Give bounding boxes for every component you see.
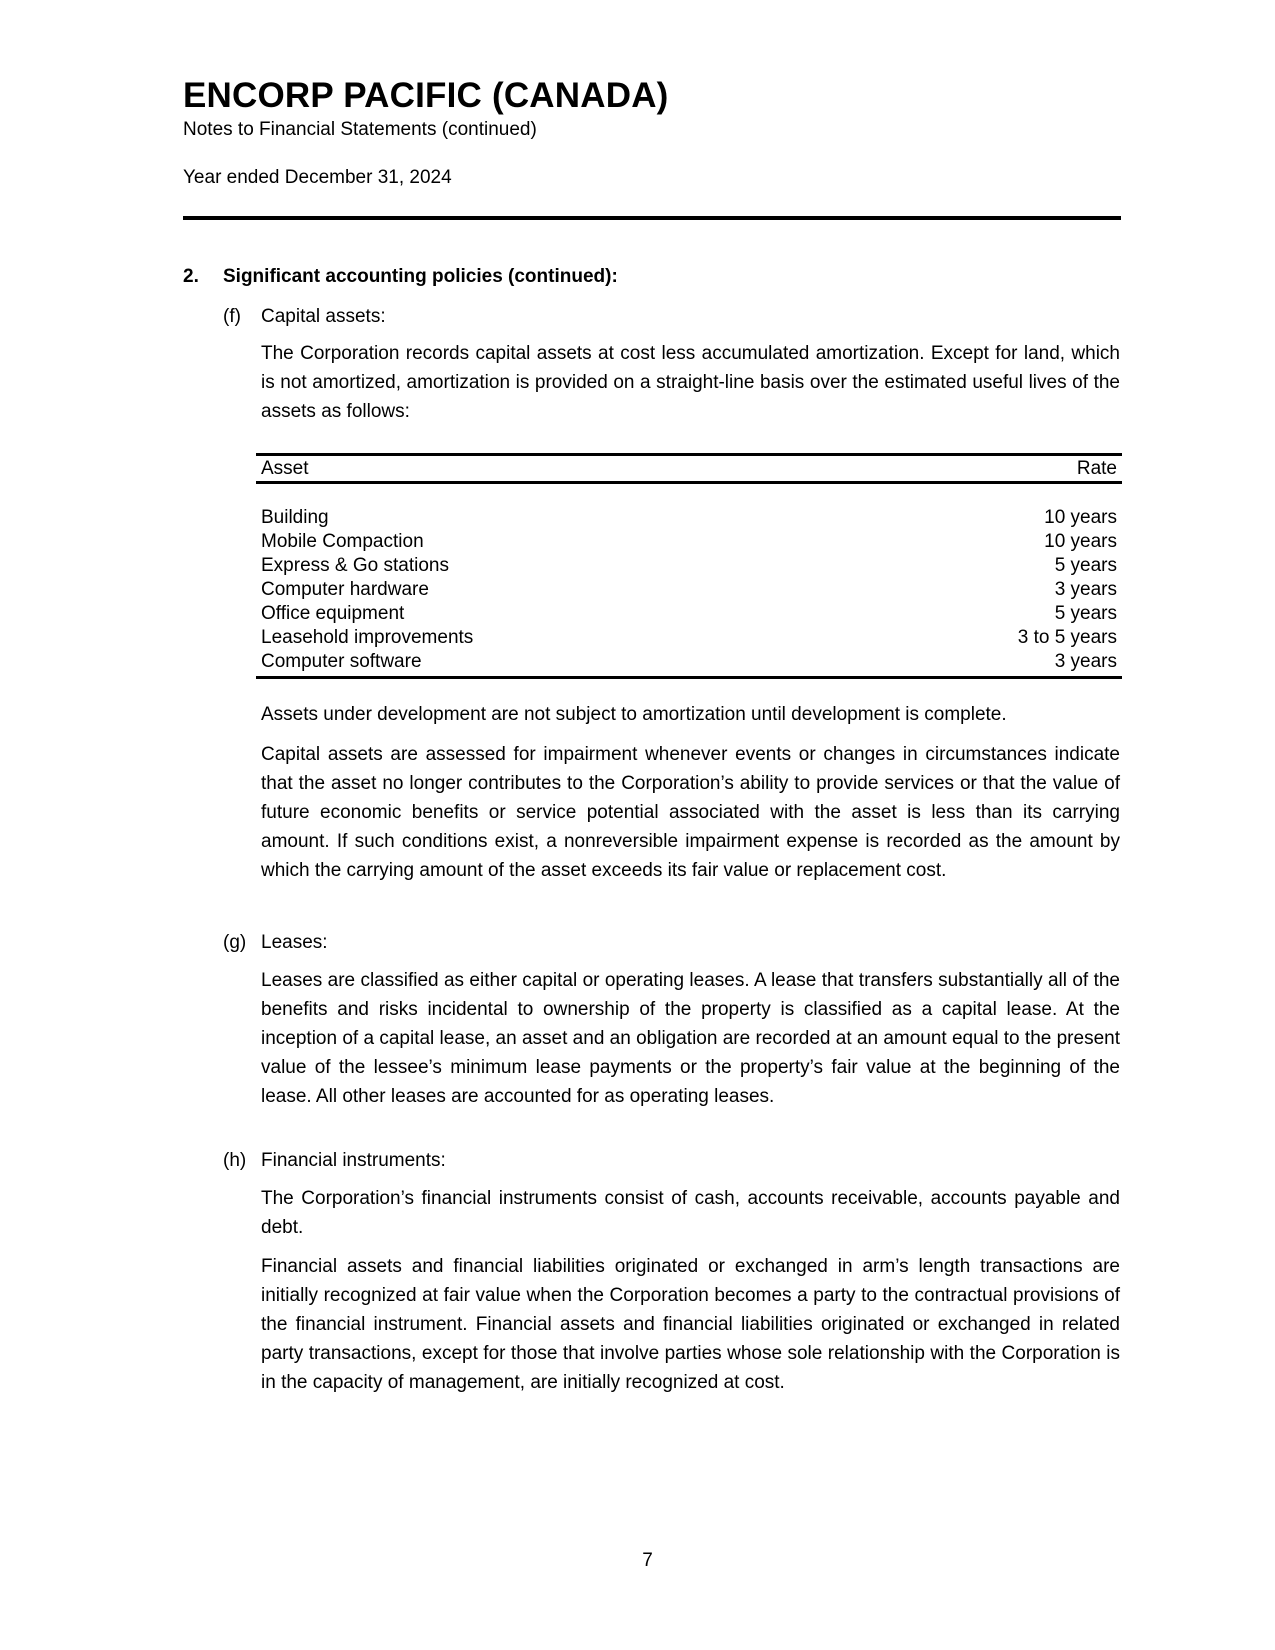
development-paragraph: Assets under development are not subject to amortization until development is complete. <box>261 704 1007 725</box>
table-header-rule <box>256 481 1122 484</box>
table-bottom-rule <box>256 676 1122 679</box>
subsection-g-title: Leases: <box>261 932 328 953</box>
asset-cell: Mobile Compaction <box>261 531 424 552</box>
table-row <box>261 579 1117 603</box>
subsection-g-letter: (g) <box>223 932 247 953</box>
document-subtitle: Notes to Financial Statements (continued) <box>183 119 537 140</box>
rate-cell: 10 years <box>1044 507 1117 528</box>
header-divider <box>183 216 1121 220</box>
asset-cell: Computer hardware <box>261 579 429 600</box>
table-row <box>261 531 1117 555</box>
subsection-f-letter: (f) <box>223 306 241 327</box>
rate-cell: 5 years <box>1054 603 1117 624</box>
section-title: Significant accounting policies (continued): <box>223 266 618 287</box>
financial-instruments-paragraph-2: Financial assets and financial liabilities originated or exchanged in arm’s length transactions are initially recognized at fair value when the Corporation becomes a party to the contractual provisions of the financial instrument. Financial assets and financial liabilities originated or exchanged in related party transactions, except for those that involve parties whose sole relationship with the Corporation is in the capacity of management, are initially recognized at cost. <box>261 1256 1120 1393</box>
rate-cell: 3 to 5 years <box>1017 627 1117 648</box>
table-header-rate: Rate <box>1076 458 1117 479</box>
table-row <box>261 507 1117 531</box>
subsection-h-title: Financial instruments: <box>261 1150 446 1171</box>
company-name: ENCORP PACIFIC (CANADA) <box>183 76 669 115</box>
rate-cell: 5 years <box>1054 555 1117 576</box>
asset-cell: Express & Go stations <box>261 555 449 576</box>
section-number: 2. <box>183 266 199 287</box>
rate-cell: 10 years <box>1044 531 1117 552</box>
table-row <box>261 603 1117 627</box>
rate-cell: 3 years <box>1054 579 1117 600</box>
table-header-row <box>261 456 1117 480</box>
capital-assets-intro: The Corporation records capital assets at cost less accumulated amortization. Except for land, which is not amortized, amortization is provided on a straight-line basis over the estimated useful lives of the assets as follows: <box>261 343 1120 422</box>
asset-cell: Computer software <box>261 651 422 672</box>
impairment-paragraph: Capital assets are assessed for impairment whenever events or changes in circumstances indicate that the asset no longer contributes to the Corporation’s ability to provide services or that the value of future economic benefits or service potential associated with the asset is less than its carrying amount. If such conditions exist, a nonreversible impairment expense is recorded as the amount by which the carrying amount of the asset exceeds its fair value or replacement cost. <box>261 744 1120 881</box>
reporting-period: Year ended December 31, 2024 <box>183 167 452 188</box>
asset-cell: Building <box>261 507 329 528</box>
table-body <box>261 507 1117 675</box>
page-number: 7 <box>642 1550 653 1571</box>
table-row <box>261 555 1117 579</box>
table-header-asset: Asset <box>261 458 309 479</box>
financial-instruments-paragraph-1: The Corporation’s financial instruments consist of cash, accounts receivable, accounts payable and debt. <box>261 1188 1120 1238</box>
table-row <box>261 627 1117 651</box>
asset-cell: Office equipment <box>261 603 405 624</box>
table-row <box>261 651 1117 675</box>
subsection-h-letter: (h) <box>223 1150 247 1171</box>
asset-cell: Leasehold improvements <box>261 627 474 648</box>
rate-cell: 3 years <box>1054 651 1117 672</box>
leases-paragraph: Leases are classified as either capital or operating leases. A lease that transfers substantially all of the benefits and risks incidental to ownership of the property is classified as a capital lease. At the inception of a capital lease, an asset and an obligation are recorded at an amount equal to the present value of the lessee’s minimum lease payments or the property’s fair value at the beginning of the lease. All other leases are accounted for as operating leases. <box>261 970 1120 1107</box>
subsection-f-title: Capital assets: <box>261 306 386 327</box>
